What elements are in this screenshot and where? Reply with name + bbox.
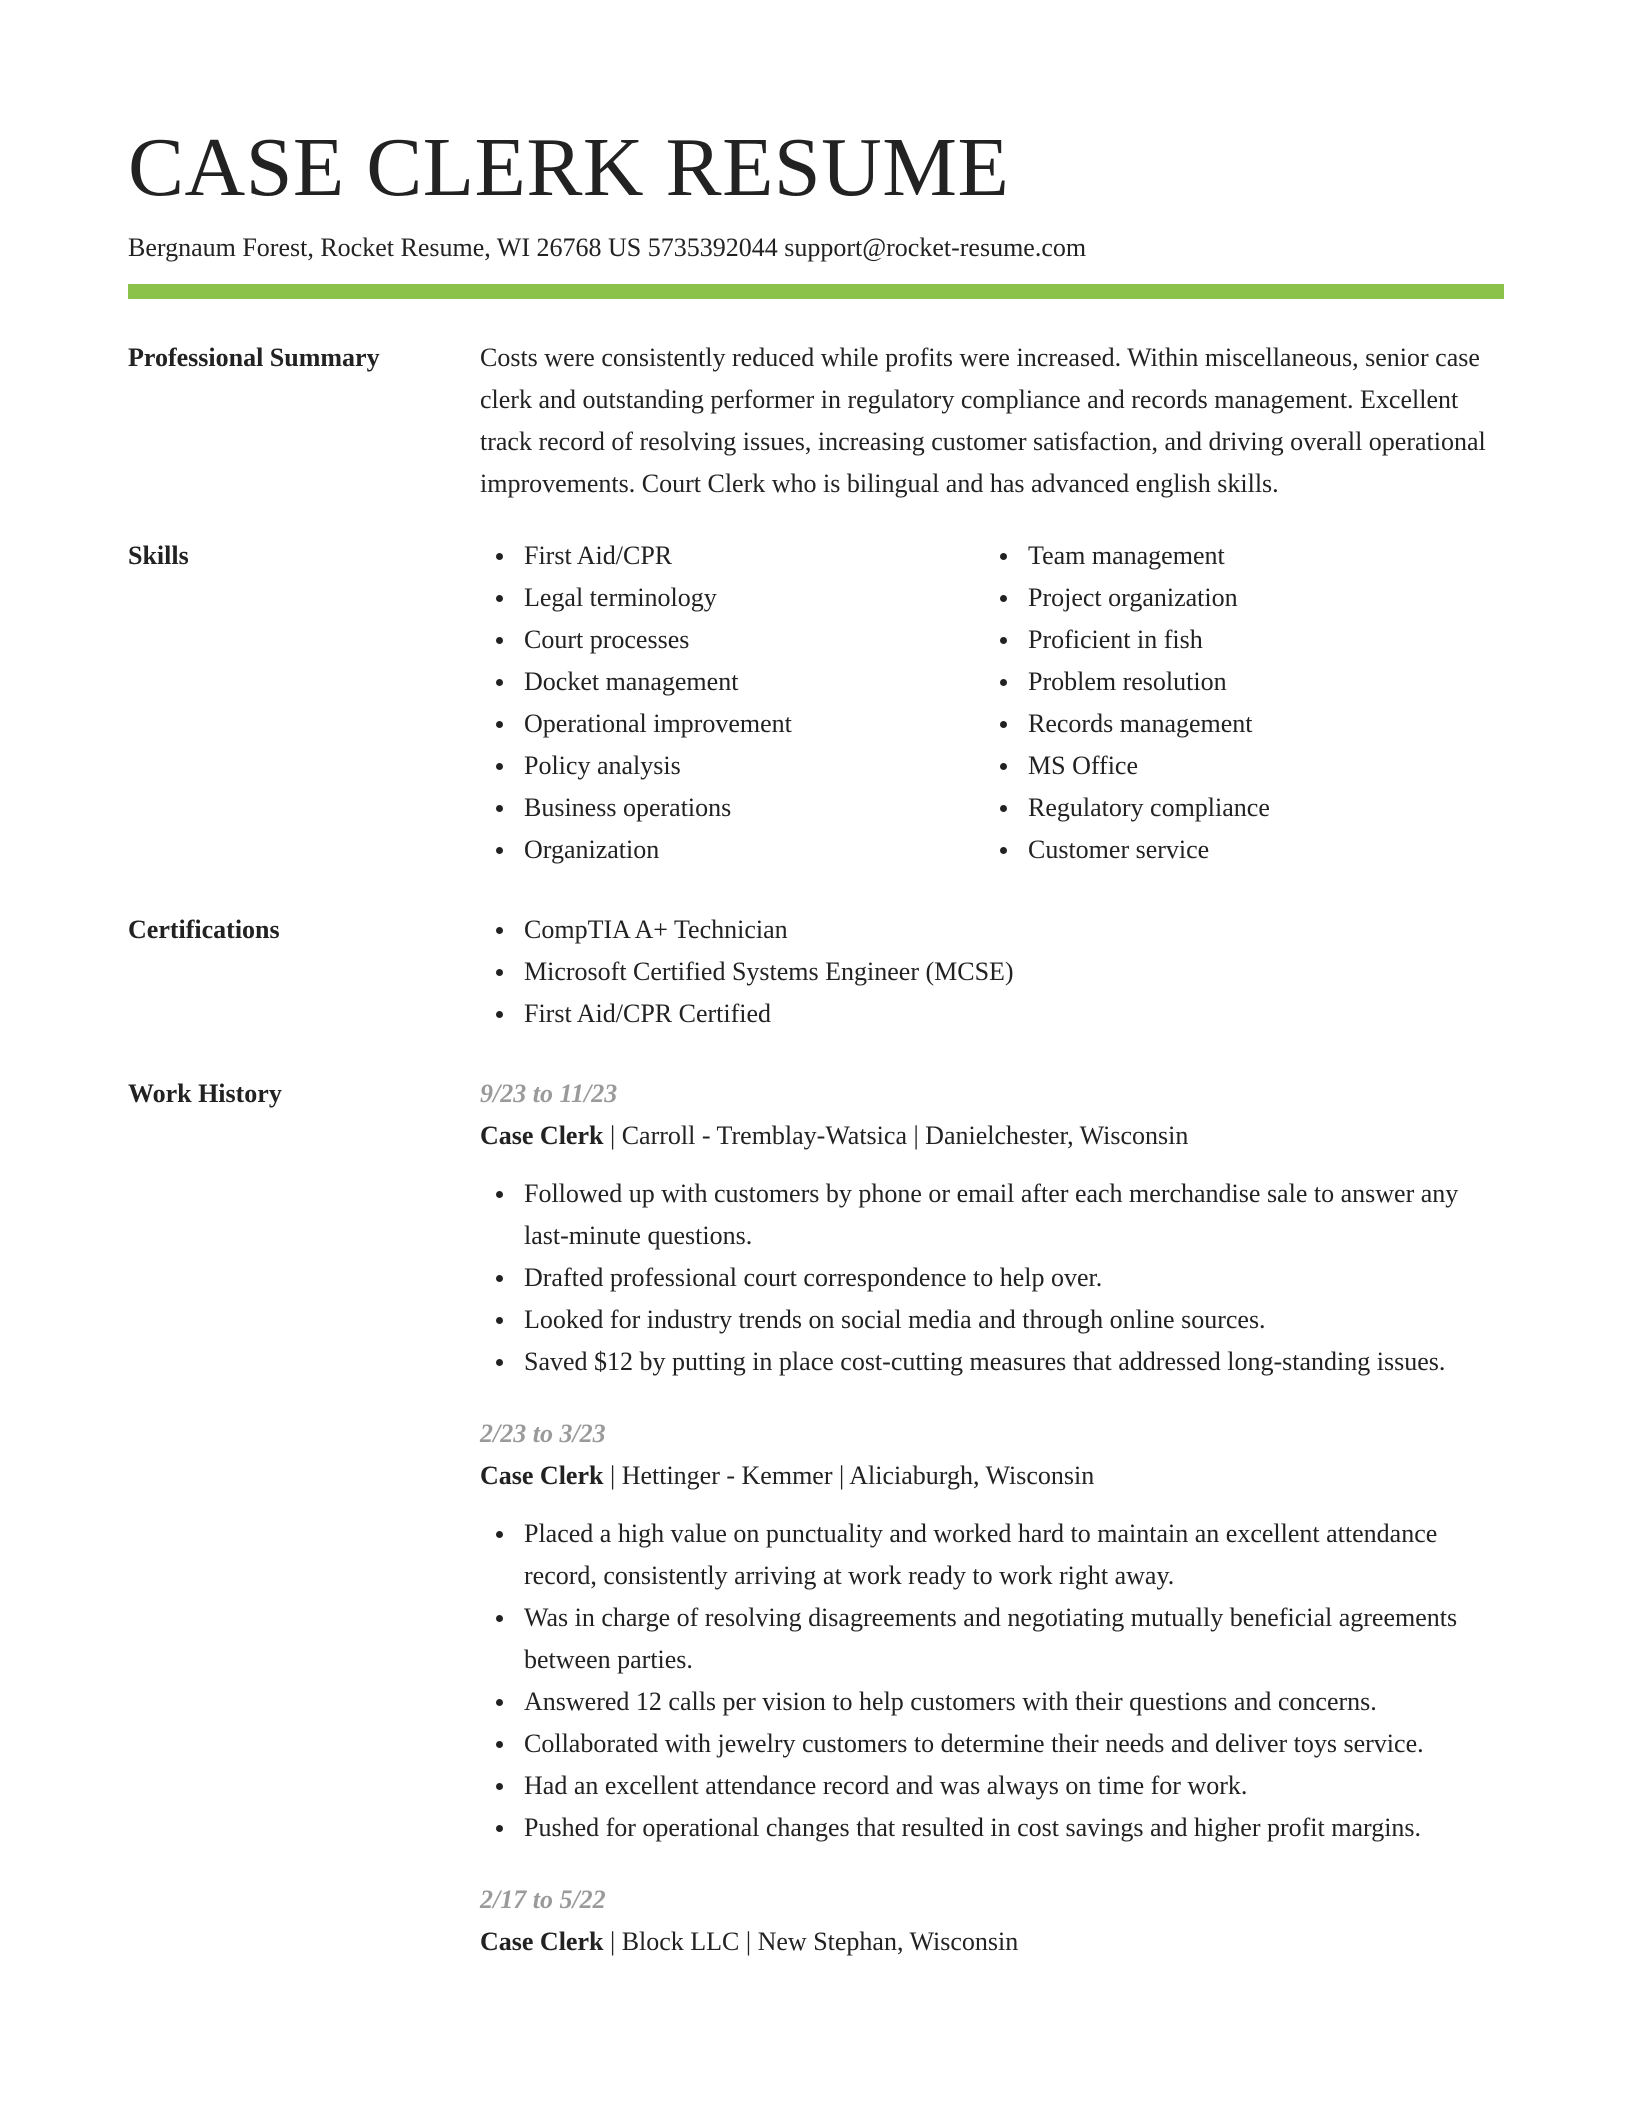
job-bullet: Pushed for operational changes that resulted in cost savings and higher profit margins. [524, 1807, 1504, 1849]
job-bullet: Collaborated with jewelry customers to determine their needs and deliver toys service. [524, 1723, 1504, 1765]
job-bullet: Drafted professional court correspondence to help over. [524, 1257, 1504, 1299]
job-bullet: Had an excellent attendance record and was always on time for work. [524, 1765, 1504, 1807]
job-bullet: Followed up with customers by phone or email after each merchandise sale to answer any last-minute questions. [524, 1173, 1504, 1257]
job-heading [480, 1921, 1504, 1963]
job-title: Case Clerk [480, 1927, 604, 1956]
skills-section [128, 535, 1504, 871]
work-history-label: Work History [128, 1079, 282, 1108]
skill-item: Docket management [524, 661, 984, 703]
job-dates: 2/17 to 5/22 [480, 1885, 606, 1914]
certifications-section [128, 909, 1504, 1035]
job-bullet: Saved $12 by putting in place cost-cutting measures that addressed long-standing issues. [524, 1341, 1504, 1383]
job-title: Case Clerk [480, 1121, 604, 1150]
skill-item: Records management [1028, 703, 1488, 745]
skill-item: Operational improvement [524, 703, 984, 745]
job-bullets [480, 1513, 1504, 1849]
summary-text: Costs were consistently reduced while profits were increased. Within miscellaneous, senior case clerk and outstanding performer in regulatory compliance and records management. Excellent track record of resolving issues, increasing customer satisfaction, and driving overall operational improvements. Court Clerk who is bilingual and has advanced english skills. [480, 343, 1486, 498]
job-bullet: Was in charge of resolving disagreements and negotiating mutually beneficial agreements between parties. [524, 1597, 1504, 1681]
skill-item: Project organization [1028, 577, 1488, 619]
resume-page [128, 118, 1504, 1993]
job-employer: | Carroll - Tremblay-Watsica | Danielchester, Wisconsin [603, 1121, 1189, 1150]
job-entry [480, 1879, 1504, 1963]
skill-item: Policy analysis [524, 745, 984, 787]
skill-item: Organization [524, 829, 984, 871]
work-history-section [128, 1073, 1504, 1993]
summary-label: Professional Summary [128, 343, 380, 372]
job-bullet: Looked for industry trends on social media and through online sources. [524, 1299, 1504, 1341]
job-bullet: Answered 12 calls per vision to help customers with their questions and concerns. [524, 1681, 1504, 1723]
job-bullets [480, 1173, 1504, 1383]
job-entry [480, 1073, 1504, 1383]
job-dates: 9/23 to 11/23 [480, 1079, 618, 1108]
job-bullet: Placed a high value on punctuality and worked hard to maintain an excellent attendance record, consistently arriving at work ready to work right away. [524, 1513, 1504, 1597]
skill-item: Regulatory compliance [1028, 787, 1488, 829]
accent-divider [128, 284, 1504, 299]
job-entry [480, 1413, 1504, 1849]
job-employer: | Hettinger - Kemmer | Aliciaburgh, Wisconsin [603, 1461, 1095, 1490]
skill-item: First Aid/CPR [524, 535, 984, 577]
summary-section [128, 337, 1504, 505]
job-title: Case Clerk [480, 1461, 604, 1490]
skill-item: Team management [1028, 535, 1488, 577]
skill-item: Court processes [524, 619, 984, 661]
certifications-list [480, 909, 1504, 1035]
skills-label: Skills [128, 541, 189, 570]
certification-item: Microsoft Certified Systems Engineer (MCSE) [524, 951, 1504, 993]
skill-item: Problem resolution [1028, 661, 1488, 703]
contact-line: Bergnaum Forest, Rocket Resume, WI 26768 US 5735392044 support@rocket-resume.com [128, 233, 1087, 262]
job-heading [480, 1455, 1504, 1497]
job-employer: | Block LLC | New Stephan, Wisconsin [603, 1927, 1019, 1956]
resume-title: CASE CLERK RESUME [128, 121, 1010, 214]
job-heading [480, 1115, 1504, 1157]
certification-item: First Aid/CPR Certified [524, 993, 1504, 1035]
skill-item: Proficient in fish [1028, 619, 1488, 661]
skills-list-right [984, 535, 1488, 871]
certifications-label: Certifications [128, 915, 280, 944]
skill-item: Customer service [1028, 829, 1488, 871]
skills-list-left [480, 535, 984, 871]
skill-item: Business operations [524, 787, 984, 829]
skill-item: Legal terminology [524, 577, 984, 619]
certification-item: CompTIA A+ Technician [524, 909, 1504, 951]
skill-item: MS Office [1028, 745, 1488, 787]
job-dates: 2/23 to 3/23 [480, 1419, 606, 1448]
